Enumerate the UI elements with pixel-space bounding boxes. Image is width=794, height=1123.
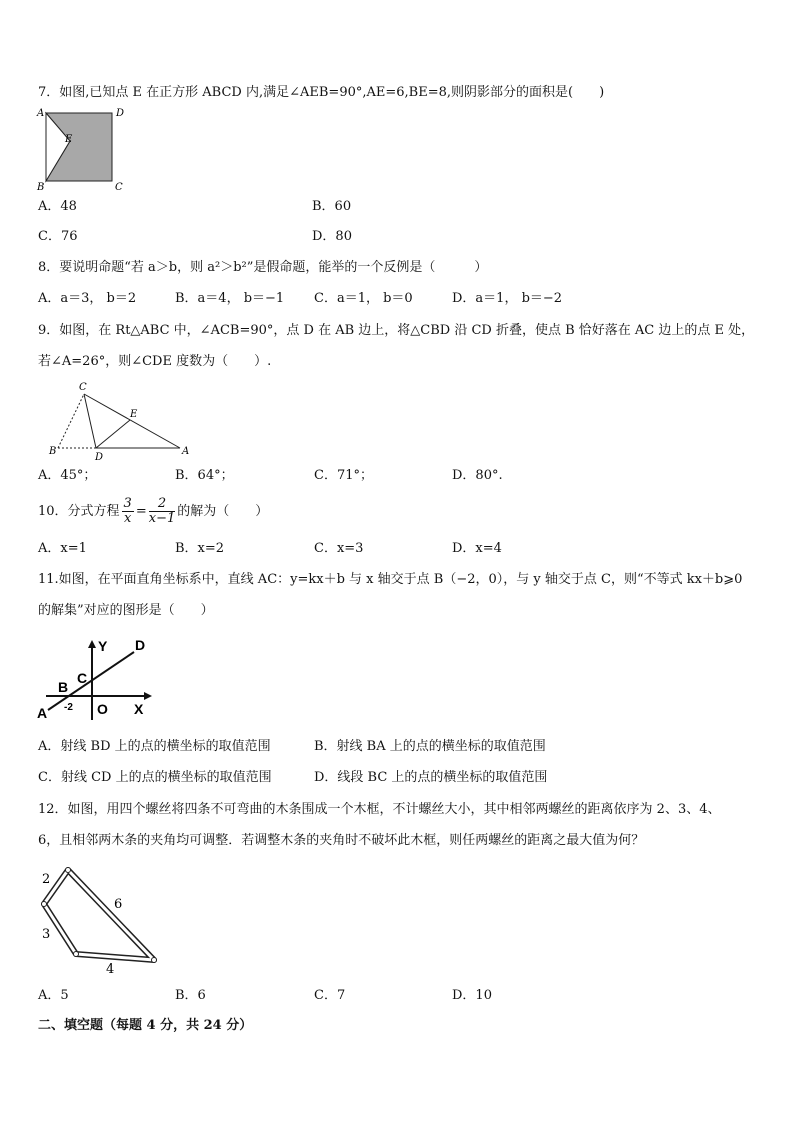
label-D: D xyxy=(95,452,104,462)
q10-option-a: A．x=1 xyxy=(38,541,87,556)
q10-option-c: C．x=3 xyxy=(314,541,364,556)
label-A: A xyxy=(37,705,48,721)
q10-fraction-1 xyxy=(122,497,134,526)
q9-stem-line1: 9．如图，在 Rt△ABC 中，∠ACB=90°，点 D 在 AB 边上，将△CBD 沿 CD 折叠，使点 B 恰好落在 AC 边上的点 E 处， xyxy=(38,323,755,338)
q11-stem-line2: 的解集”对应的图形是（ ） xyxy=(38,603,214,618)
label-B: B xyxy=(58,679,69,695)
q8-option-b: B．a＝4， b＝−1 xyxy=(175,291,285,306)
q10-suffix: 的解为（ ） xyxy=(177,504,269,519)
q11-option-c: C．射线 CD 上的点的横坐标的取值范围 xyxy=(38,770,272,785)
label-4: 4 xyxy=(106,962,115,977)
label-B: B xyxy=(49,446,57,457)
q9-option-b: B．64°； xyxy=(175,468,234,483)
q10-option-d: D．x=4 xyxy=(452,541,502,556)
label-C: C xyxy=(115,182,123,193)
q12-option-c: C．7 xyxy=(314,988,346,1003)
q11-option-b: B．射线 BA 上的点的横坐标的取值范围 xyxy=(314,739,546,754)
q9-figure xyxy=(44,380,194,462)
label-A: A xyxy=(182,446,190,457)
q11-option-a: A．射线 BD 上的点的横坐标的取值范围 xyxy=(38,739,271,754)
q11-stem-line1: 11.如图，在平面直角坐标系中，直线 AC：y=kx＋b 与 x 轴交于点 B（−2，0），与 y 轴交于点 C，则“不等式 kx＋b⩾0 xyxy=(38,572,743,587)
label-E: E xyxy=(65,134,73,145)
label-3: 3 xyxy=(42,927,51,942)
label-A: A xyxy=(37,108,45,119)
q10-prefix: 10．分式方程 xyxy=(38,504,120,519)
q12-option-d: D．10 xyxy=(452,988,492,1003)
q10-stem xyxy=(38,495,268,529)
label-C: C xyxy=(79,382,87,393)
q12-stem-line1: 12．如图，用四个螺丝将四条不可弯曲的木条围成一个木框，不计螺丝大小，其中相邻两螺丝的距离依序为 2、3、4、 xyxy=(38,802,721,817)
q10-frac2-den: x−1 xyxy=(148,511,176,526)
q9-option-c: C．71°； xyxy=(314,468,373,483)
q10-frac2-num: 2 xyxy=(149,497,176,512)
label-C: C xyxy=(77,670,88,686)
label-D: D xyxy=(116,108,125,119)
label-6: 6 xyxy=(114,897,123,912)
q12-figure xyxy=(34,860,166,978)
q11-option-d: D．线段 BC 上的点的横坐标的取值范围 xyxy=(314,770,548,785)
q9-option-a: A．45°； xyxy=(38,468,97,483)
label-E: E xyxy=(130,409,138,420)
section-2-heading: 二、填空题（每题 4 分，共 24 分） xyxy=(38,1018,253,1033)
label-D: D xyxy=(135,637,146,653)
q9-stem-line2: 若∠A=26°，则∠CDE 度数为（ ）. xyxy=(38,354,272,369)
q10-frac1-num: 3 xyxy=(123,496,132,511)
q8-stem: 8．要说明命题“若 a＞b，则 a²＞b²”是假命题，能举的一个反例是（ ） xyxy=(38,260,488,275)
q11-figure xyxy=(34,632,164,724)
q7-option-c: C．76 xyxy=(38,229,78,244)
label-B: B xyxy=(37,182,45,193)
q10-fraction-2 xyxy=(149,497,176,526)
label-neg2: -2 xyxy=(64,702,73,713)
q10-frac1-den: x xyxy=(124,511,132,526)
q8-option-c: C．a＝1， b＝0 xyxy=(314,291,413,306)
q12-option-a: A．5 xyxy=(38,988,69,1003)
q12-option-b: B．6 xyxy=(175,988,206,1003)
q8-option-a: A．a＝3， b＝2 xyxy=(38,291,137,306)
q7-figure xyxy=(34,105,134,195)
q10-equals: = xyxy=(135,504,147,519)
q7-option-b: B．60 xyxy=(312,199,352,214)
label-O: O xyxy=(97,701,108,717)
label-X: X xyxy=(134,701,144,717)
q9-option-d: D．80°. xyxy=(452,468,503,483)
q8-option-d: D．a＝1， b＝−2 xyxy=(452,291,563,306)
q7-stem: 7．如图,已知点 E 在正方形 ABCD 内,满足∠AEB=90°,AE=6,BE=8,则阴影部分的面积是( ) xyxy=(38,85,605,100)
q7-option-a: A．48 xyxy=(38,199,77,214)
label-Y: Y xyxy=(98,638,108,654)
q12-stem-line2: 6，且相邻两木条的夹角均可调整．若调整木条的夹角时不破坏此木框，则任两螺丝的距离之最大值为何？ xyxy=(38,833,645,848)
q7-option-d: D．80 xyxy=(312,229,352,244)
label-2: 2 xyxy=(42,872,51,887)
q10-option-b: B．x=2 xyxy=(175,541,225,556)
